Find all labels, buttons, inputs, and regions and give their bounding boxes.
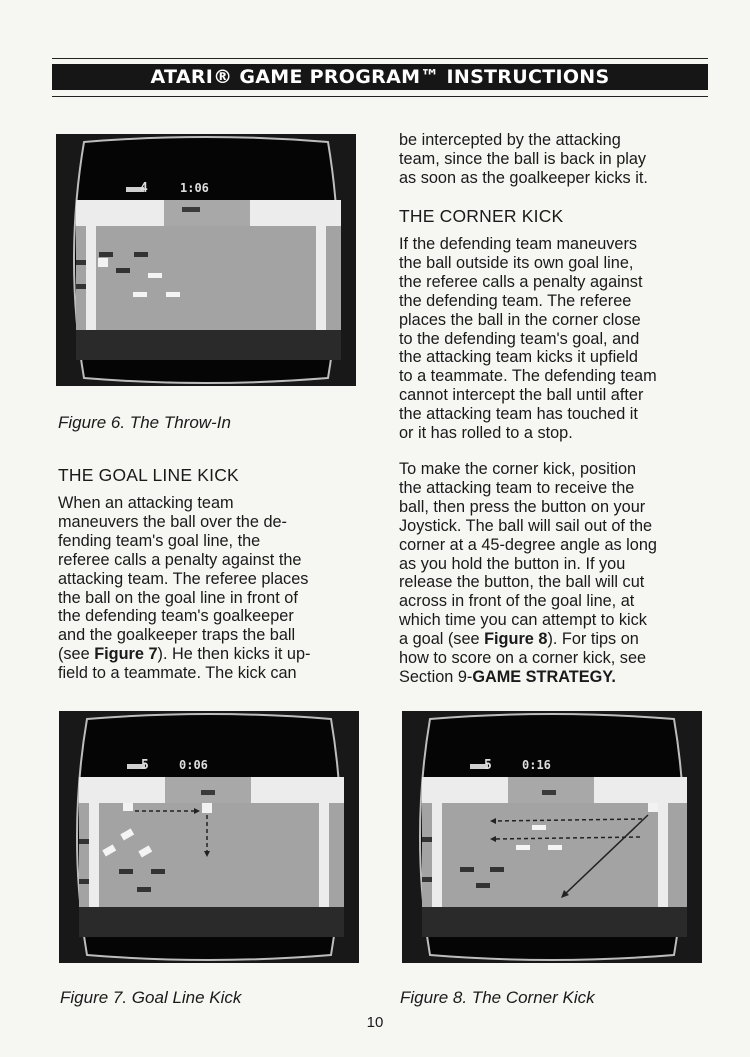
text-line: the attacking team has touched it [399, 405, 638, 424]
playing-field [79, 803, 344, 907]
text-line: places the ball in the corner close [399, 310, 641, 329]
corner-kick-paragraph-1 [399, 235, 719, 443]
playing-field [422, 803, 687, 907]
header-bottom-rule [52, 96, 708, 97]
figure-6-screen [56, 134, 356, 386]
left-sideline [86, 226, 96, 330]
ball [123, 803, 133, 811]
player [460, 867, 474, 872]
text-line: or it has rolled to a stop. [399, 424, 573, 443]
text-line: cannot intercept the ball until after [399, 386, 644, 405]
corner-kick-paragraph-2 [399, 460, 719, 687]
figure-6-clock: 1:06 [180, 181, 209, 195]
text-line: to the defending team's goal, and [399, 329, 640, 348]
figure-8-score: 5 [484, 758, 492, 773]
playing-field [76, 226, 341, 330]
player [134, 252, 148, 257]
goalkeeper [182, 207, 200, 212]
text-line: to a teammate. The defending team [399, 367, 657, 386]
text-line: attacking team. The referee places [58, 569, 309, 588]
right-sideline [658, 803, 668, 907]
player [79, 879, 89, 884]
figure-7-score: 5 [141, 758, 149, 773]
corner-ball [648, 803, 658, 812]
goal-line-kick-paragraph [58, 494, 358, 683]
player [137, 887, 151, 892]
field-bottom-band [76, 330, 341, 360]
player [116, 268, 130, 273]
text-line: Joystick. The ball will sail out of the [399, 516, 653, 535]
text-line: be intercepted by the attacking [399, 131, 621, 149]
top-rule [52, 58, 708, 59]
text-line: and the goalkeeper traps the ball [58, 626, 296, 645]
goal-line-ball [202, 803, 212, 813]
left-sideline [432, 803, 442, 907]
field-bottom-band [79, 907, 344, 937]
figure-7-screen [59, 711, 359, 963]
figure-6-score: 4 [140, 181, 148, 196]
left-sideline [89, 803, 99, 907]
player [76, 260, 86, 265]
player [148, 273, 162, 278]
text-line: the attacking team to receive the [399, 478, 635, 497]
text-line: corner at a 45-degree angle as long [399, 535, 657, 554]
player [532, 825, 546, 830]
text-line: the referee calls a penalty against [399, 272, 643, 291]
player [516, 845, 530, 850]
player [422, 837, 432, 842]
figure-6-caption: Figure 6. The Throw-In [58, 413, 231, 432]
player [76, 284, 86, 289]
text-line: Section 9-GAME STRATEGY. [399, 667, 616, 686]
page-header: ATARI® GAME PROGRAM™ INSTRUCTIONS [52, 64, 708, 90]
page-number: 10 [366, 1014, 384, 1031]
player [490, 867, 504, 872]
text-line: as you hold the button in. If you [399, 554, 626, 573]
text-line: field to a teammate. The kick can [58, 664, 297, 683]
text-line: the attacking team kicks it upfield [399, 348, 638, 367]
text-line: across in front of the goal line, at [399, 592, 635, 611]
player [99, 252, 113, 257]
goal-line-kick-continuation [399, 131, 719, 188]
player [476, 883, 490, 888]
figure-reference: GAME STRATEGY. [472, 667, 616, 686]
text-line: the defending team. The referee [399, 291, 632, 310]
text-line: maneuvers the ball over the de- [58, 512, 287, 531]
text-line: the defending team's goalkeeper [58, 607, 294, 626]
player [119, 869, 133, 874]
text-line: which time you can attempt to kick [399, 611, 647, 630]
figure-reference: Figure 7 [94, 645, 158, 664]
text-line: To make the corner kick, position [399, 460, 637, 478]
text-line: referee calls a penalty against the [58, 550, 302, 569]
figure-8-clock: 0:16 [522, 758, 551, 772]
text-line: a goal (see Figure 8). For tips on [399, 630, 639, 649]
figure-8-caption: Figure 8. The Corner Kick [400, 988, 595, 1007]
player [422, 877, 432, 882]
player [166, 292, 180, 297]
text-line: the ball on the goal line in front of [58, 588, 298, 607]
goalkeeper [201, 790, 215, 795]
goal-box [164, 200, 250, 226]
figure-8-screen [402, 711, 702, 963]
ball [98, 258, 108, 267]
field-bottom-band [422, 907, 687, 937]
corner-kick-heading: THE CORNER KICK [399, 206, 564, 226]
figure-reference: Figure 8 [484, 630, 548, 649]
right-sideline [316, 226, 326, 330]
player [151, 869, 165, 874]
text-line: team, since the ball is back in play [399, 149, 647, 168]
player [133, 292, 147, 297]
text-line: the ball outside its own goal line, [399, 253, 634, 272]
text-line: When an attacking team [58, 494, 234, 512]
text-line: (see Figure 7). He then kicks it up- [58, 645, 311, 664]
right-sideline [319, 803, 329, 907]
text-line: If the defending team maneuvers [399, 235, 638, 253]
text-line: how to score on a corner kick, see [399, 649, 647, 668]
text-line: release the button, the ball will cut [399, 573, 645, 592]
text-line: fending team's goal line, the [58, 531, 261, 550]
player [79, 839, 89, 844]
figure-7-caption: Figure 7. Goal Line Kick [60, 988, 242, 1007]
goal-line-kick-heading: THE GOAL LINE KICK [58, 465, 239, 485]
figure-7-clock: 0:06 [179, 758, 208, 772]
player [548, 845, 562, 850]
goalkeeper [542, 790, 556, 795]
text-line: ball, then press the button on your [399, 497, 646, 516]
text-line: as soon as the goalkeeper kicks it. [399, 168, 648, 187]
